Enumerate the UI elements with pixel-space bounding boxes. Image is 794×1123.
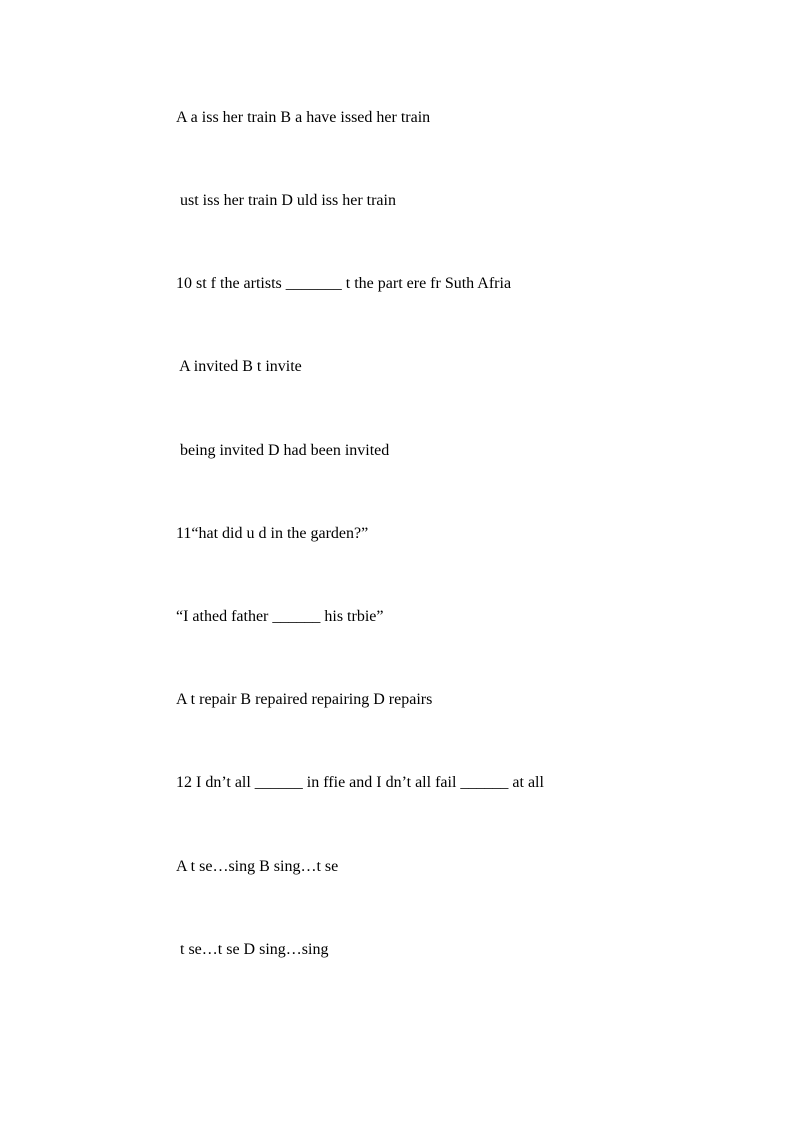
question-9-options-a-b: A a iss her train B a have issed her train [176,109,431,126]
question-10-options-a-b: A invited B t invite [176,358,302,375]
question-11-stem: 11“hat did u d in the garden?” [176,525,369,542]
question-12-stem: 12 I dn’t all ______ in ffie and I dn’t all fail ______ at all [176,774,544,791]
question-11-options: A t repair B repaired repairing D repairs [176,691,433,708]
question-10-stem: 10 st f the artists _______ t the part ere fr Suth Afria [176,275,512,292]
question-12-options-a-b: A t se…sing B sing…t se [176,858,339,875]
question-9-options-c-d: ust iss her train D uld iss her train [176,192,396,209]
question-12-options-c-d: t se…t se D sing…sing [176,941,329,958]
question-10-options-c-d: being invited D had been invited [176,442,390,459]
question-11-response: “I athed father ______ his trbie” [176,608,384,625]
